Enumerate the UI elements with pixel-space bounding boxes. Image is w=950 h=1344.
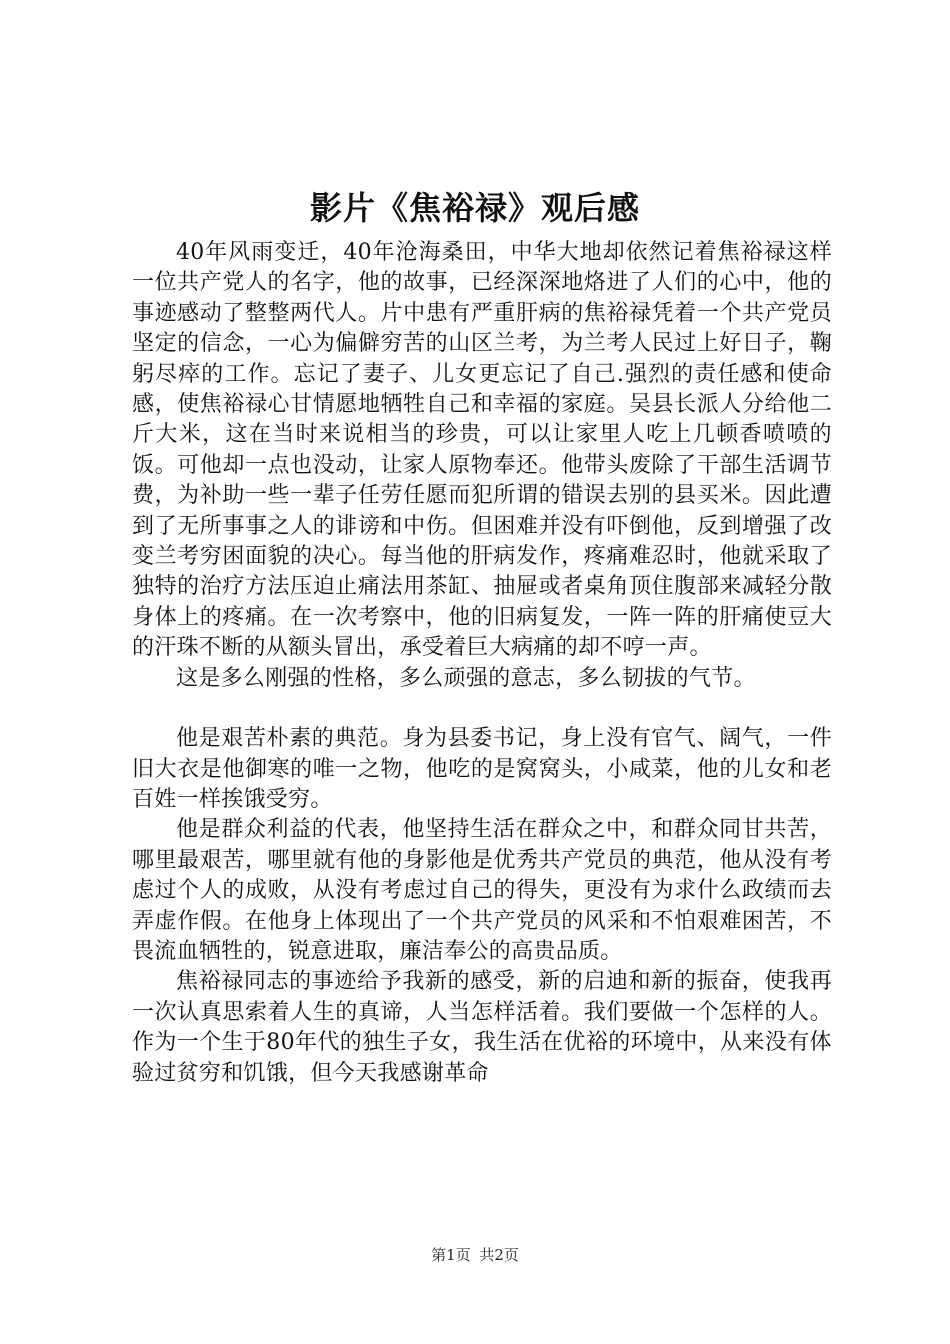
paragraph-2: 这是多么刚强的性格，多么顽强的意志，多么韧拔的气节。 — [176, 665, 756, 691]
page-footer — [0, 1245, 950, 1265]
page-number-total: 共2页 — [479, 1246, 519, 1264]
paragraph-4: 他是群众利益的代表，他坚持生活在群众之中，和群众同甘共苦，哪里最艰苦，哪里就有他的身影他是优秀共产党员的典范，他从没有考虑过个人的成败，从没有考虑过自己的得失，更没有为求什么政绩而去弄虚作假。在他身上体现出了一个共产党员的风采和不怕艰难困苦，不畏流血牺牲的，锐意进取，廉洁奉公的高贵品质。 — [132, 817, 832, 964]
paragraph-5: 焦裕禄同志的事迹给予我新的感受，新的启迪和新的振奋，使我再一次认真思索着人生的真谛，人当怎样活着。我们要做一个怎样的人。作为一个生于80年代的独生子女，我生活在优裕的环境中，从来没有体验过贫穷和饥饿，但今天我感谢革命 — [132, 969, 832, 1086]
paragraph-1: 40年风雨变迁，40年沧海桑田，中华大地却依然记着焦裕禄这样一位共产党人的名字，他的故事，已经深深地烙进了人们的心中，他的事迹感动了整整两代人。片中患有严重肝病的焦裕禄凭着一个共产党员坚定的信念，一心为偏僻穷苦的山区兰考，为兰考人民过上好日子，鞠躬尽瘁的工作。忘记了妻子、儿女更忘记了自己.强烈的责任感和使命感，使焦裕禄心甘情愿地牺牲自己和幸福的家庭。吴县长派人分给他二斤大米，这在当时来说相当的珍贵，可以让家里人吃上几顿香喷喷的饭。可他却一点也没动，让家人原物奉还。他带头废除了干部生活调节费，为补助一些一辈子任劳任愿而犯所谓的错误去别的县买米。因此遭到了无所事事之人的诽谤和中伤。但困难并没有吓倒他，反到增强了改变兰考穷困面貌的决心。每当他的肝病发作，疼痛难忍时，他就采取了独特的治疗方法压迫止痛法用茶缸、抽屉或者桌角顶住腹部来减轻分散身体上的疼痛。在一次考察中，他的旧病复发，一阵一阵的肝痛使豆大的汗珠不断的从额头冒出，承受着巨大病痛的却不哼一声。 — [132, 240, 832, 661]
document-body — [132, 238, 832, 1089]
paragraph-3: 他是艰苦朴素的典范。身为县委书记，身上没有官气、阔气，一件旧大衣是他御寒的唯一之物，他吃的是窝窝头，小咸菜，他的儿女和老百姓一样挨饿受穷。 — [132, 726, 832, 812]
page-number-current: 第1页 — [431, 1246, 471, 1264]
document-title: 影片《焦裕禄》观后感 — [309, 189, 640, 227]
